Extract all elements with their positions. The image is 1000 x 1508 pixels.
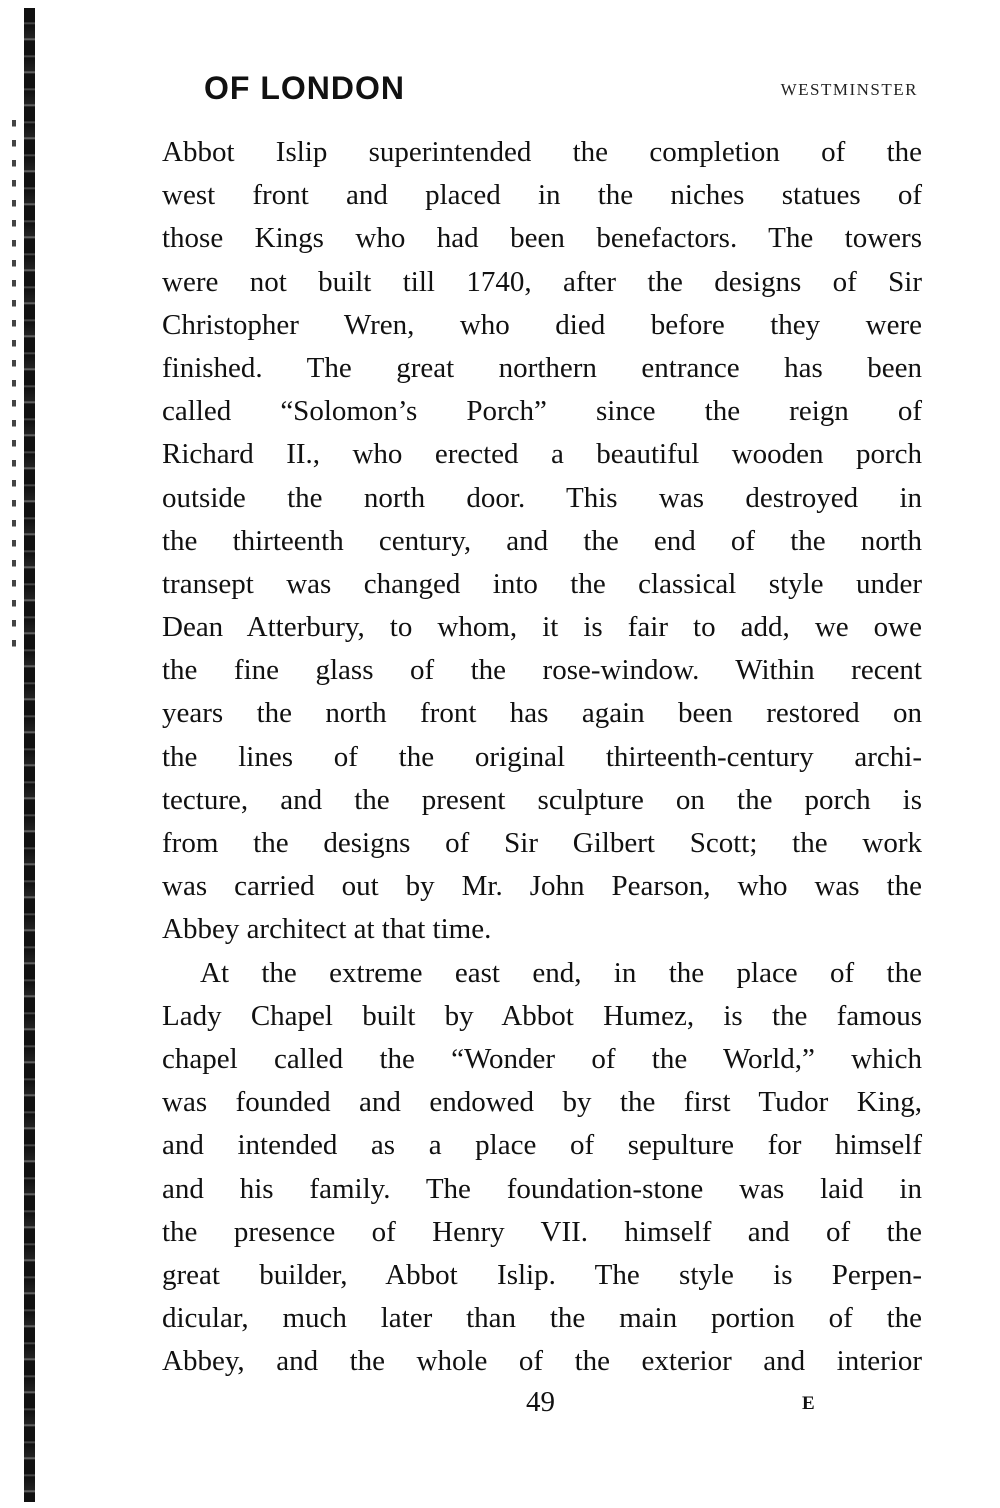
running-head-title: OF LONDON — [204, 70, 405, 106]
text-line: transept was changed into the classical style under — [162, 567, 922, 600]
text-line: chapel called the “Wonder of the World,” which — [162, 1042, 922, 1075]
text-line: tecture, and the present sculpture on the porch is — [162, 783, 922, 816]
text-line: Abbey, and the whole of the exterior and interior — [162, 1345, 922, 1378]
text-line: years the north front has again been restored on — [162, 697, 922, 730]
text-line: was carried out by Mr. John Pearson, who was the — [162, 870, 922, 903]
text-line: Richard II., who erected a beautiful wooden porch — [162, 438, 922, 471]
text-line: dicular, much later than the main portion of the — [162, 1302, 922, 1335]
text-line: great builder, Abbot Islip. The style is Perpen- — [162, 1258, 922, 1291]
text-line: At the extreme east end, in the place of the — [200, 956, 922, 989]
text-line: the thirteenth century, and the end of the north — [162, 524, 922, 557]
running-head-section: WESTMINSTER — [780, 80, 918, 99]
text-line: the presence of Henry VII. himself and of the — [162, 1215, 922, 1248]
text-line: Dean Atterbury, to whom, it is fair to add, we owe — [162, 611, 922, 644]
text-line: and intended as a place of sepulture for himself — [162, 1129, 922, 1162]
text-line: the lines of the original thirteenth-century archi- — [162, 740, 922, 773]
text-line: Lady Chapel built by Abbot Humez, is the famous — [162, 999, 922, 1032]
body-text — [162, 131, 922, 1383]
text-line: was founded and endowed by the first Tudor King, — [162, 1086, 922, 1119]
text-line: Abbot Islip superintended the completion of the — [162, 136, 922, 168]
text-line: Abbey architect at that time. — [162, 913, 492, 946]
text-line: from the designs of Sir Gilbert Scott; the work — [162, 827, 922, 859]
text-line: called “Solomon’s Porch” since the reign of — [162, 395, 922, 428]
signature-mark: E — [802, 1393, 815, 1414]
text-line: were not built till 1740, after the designs of Sir — [162, 265, 922, 298]
binding-edge — [24, 8, 35, 1502]
binding-edge-shadow — [12, 120, 16, 660]
text-line: finished. The great northern entrance has been — [162, 351, 922, 384]
text-line: and his family. The foundation-stone was laid in — [162, 1172, 922, 1205]
page-number: 49 — [526, 1386, 555, 1418]
running-head — [204, 70, 922, 110]
text-line: Christopher Wren, who died before they were — [162, 308, 922, 341]
text-line: those Kings who had been benefactors. The towers — [162, 222, 922, 255]
text-line: west front and placed in the niches statues of — [162, 179, 922, 212]
text-line: outside the north door. This was destroyed in — [162, 481, 922, 514]
text-line: the fine glass of the rose-window. Within recent — [162, 654, 922, 687]
